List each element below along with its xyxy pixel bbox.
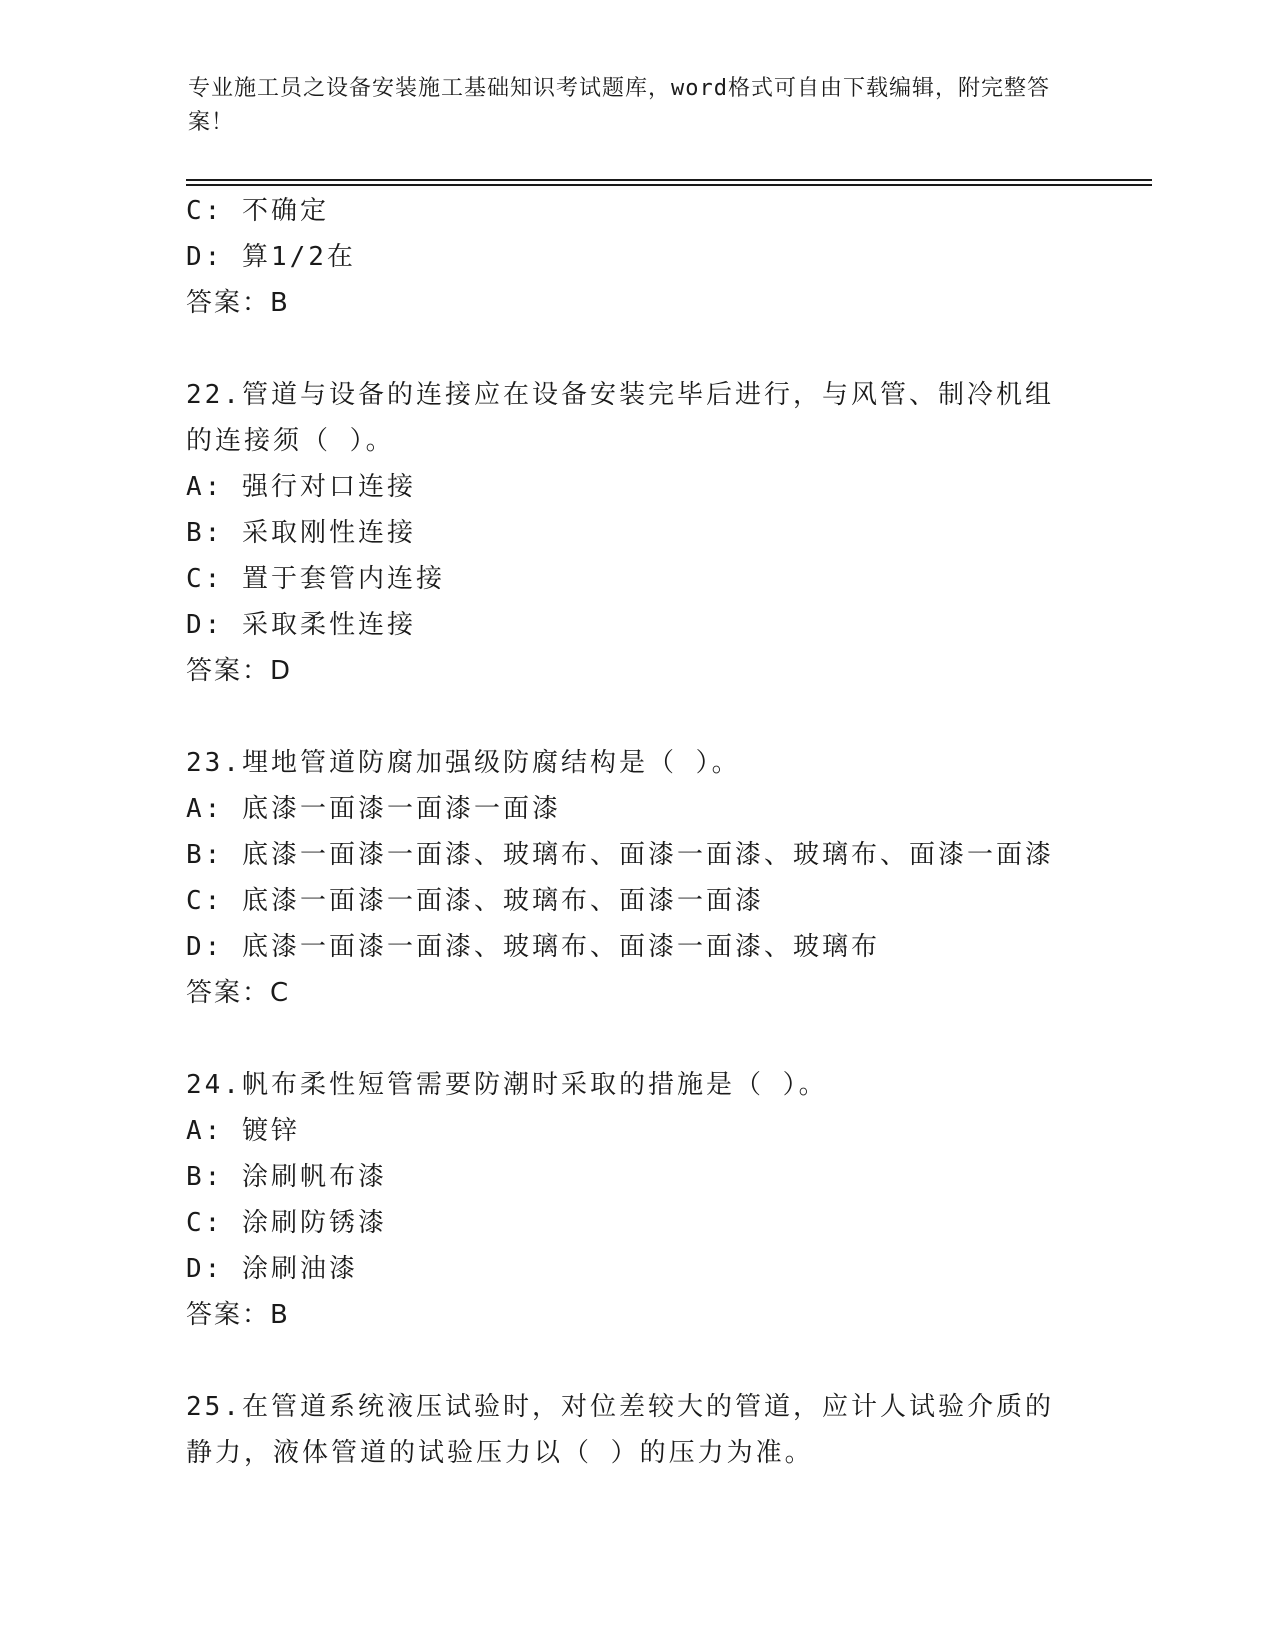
option-key: D: xyxy=(186,242,224,272)
prev-question-tail xyxy=(186,188,1086,326)
option-key: B: xyxy=(186,840,224,870)
option-key: D: xyxy=(186,1254,224,1284)
option-text: 置于套管内连接 xyxy=(241,564,445,594)
option-key: C: xyxy=(186,1208,224,1238)
option-text: 涂刷油漆 xyxy=(241,1254,358,1284)
option-b xyxy=(186,510,1086,556)
question-stem: 23.埋地管道防腐加强级防腐结构是（ ）。 xyxy=(186,748,741,778)
option-c xyxy=(186,188,1086,234)
option-key: C: xyxy=(186,196,224,226)
question-stem: 24.帆布柔性短管需要防潮时采取的措施是（ ）。 xyxy=(186,1070,828,1100)
option-a xyxy=(186,464,1086,510)
option-c xyxy=(186,556,1086,602)
header-rule-bottom xyxy=(186,184,1152,186)
option-d xyxy=(186,234,1086,280)
option-text: 涂刷防锈漆 xyxy=(241,1208,387,1238)
answer-line: 答案：B xyxy=(186,1300,290,1330)
question-24 xyxy=(186,1062,1086,1338)
option-key: B: xyxy=(186,1162,224,1192)
option-key: C: xyxy=(186,564,224,594)
option-text: 采取刚性连接 xyxy=(241,518,416,548)
option-text: 底漆一面漆一面漆、玻璃布、面漆一面漆、玻璃布 xyxy=(241,932,880,962)
option-text: 镀锌 xyxy=(241,1116,300,1146)
option-c xyxy=(186,878,1086,924)
option-text: 底漆一面漆一面漆、玻璃布、面漆一面漆、玻璃布、面漆一面漆 xyxy=(241,840,1054,870)
option-key: A: xyxy=(186,472,224,502)
option-d xyxy=(186,602,1086,648)
answer-line: 答案：C xyxy=(186,978,291,1008)
option-text: 算1/2在 xyxy=(241,242,356,272)
question-23 xyxy=(186,740,1086,1016)
option-key: A: xyxy=(186,1116,224,1146)
question-stem: 25.在管道系统液压试验时，对位差较大的管道，应计人试验介质的静力，液体管道的试验压力以（ ）的压力为准。 xyxy=(186,1392,1054,1468)
option-d xyxy=(186,924,1086,970)
option-text: 底漆一面漆一面漆、玻璃布、面漆一面漆 xyxy=(241,886,764,916)
option-key: D: xyxy=(186,610,224,640)
option-a xyxy=(186,786,1086,832)
question-25 xyxy=(186,1384,1086,1476)
option-key: A: xyxy=(186,794,224,824)
option-key: D: xyxy=(186,932,224,962)
question-22 xyxy=(186,372,1086,694)
header-rule-top xyxy=(186,179,1152,181)
option-c xyxy=(186,1200,1086,1246)
option-a xyxy=(186,1108,1086,1154)
document-header: 专业施工员之设备安装施工基础知识考试题库，word格式可自由下载编辑，附完整答案！ xyxy=(188,76,1050,135)
option-text: 不确定 xyxy=(241,196,329,226)
option-text: 强行对口连接 xyxy=(241,472,416,502)
question-stem: 22.管道与设备的连接应在设备安装完毕后进行，与风管、制冷机组的连接须（ ）。 xyxy=(186,380,1054,456)
option-b xyxy=(186,1154,1086,1200)
option-text: 采取柔性连接 xyxy=(241,610,416,640)
option-key: B: xyxy=(186,518,224,548)
question-content xyxy=(186,188,1086,1476)
answer-line: 答案：D xyxy=(186,656,293,686)
option-text: 涂刷帆布漆 xyxy=(241,1162,387,1192)
option-d xyxy=(186,1246,1086,1292)
answer-line: 答案：B xyxy=(186,288,290,318)
option-b xyxy=(186,832,1086,878)
option-text: 底漆一面漆一面漆一面漆 xyxy=(241,794,561,824)
option-key: C: xyxy=(186,886,224,916)
